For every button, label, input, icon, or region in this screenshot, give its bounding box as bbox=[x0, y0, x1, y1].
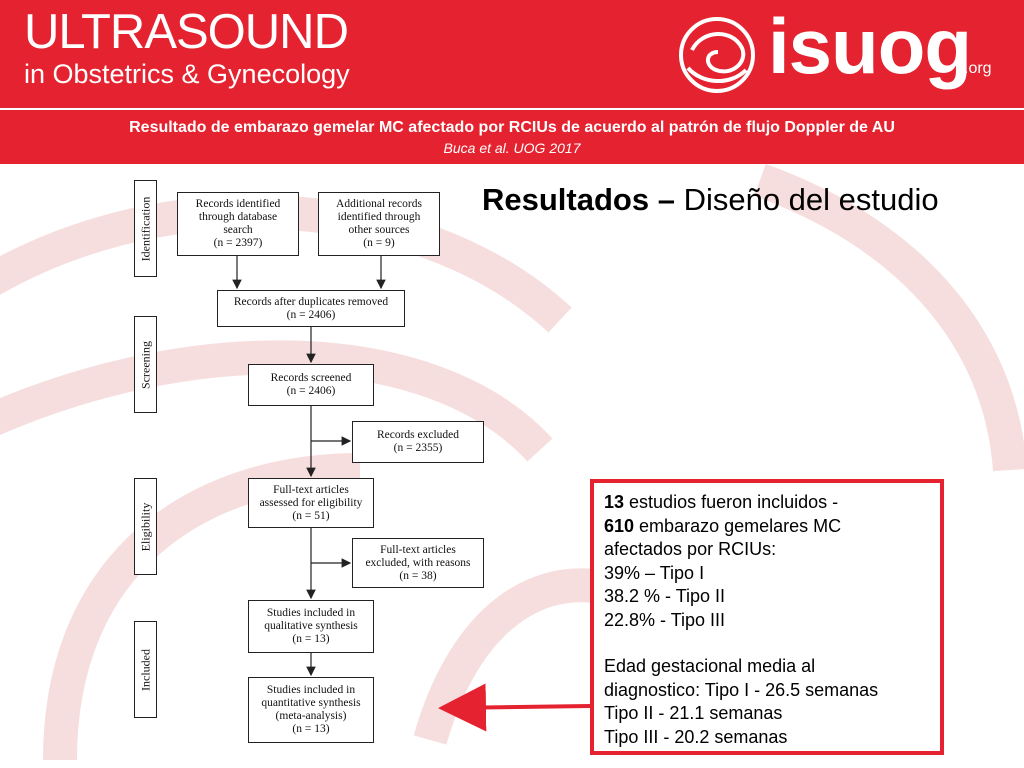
affected-line: afectados por RCIUs: bbox=[604, 539, 777, 559]
stage-included bbox=[134, 621, 157, 718]
stage-label: Eligibility bbox=[138, 502, 152, 551]
journal-title: ULTRASOUND bbox=[24, 5, 348, 59]
slide-title: Resultado de embarazo gemelar MC afectado por RCIUs de acuerdo al patrón de flujo Doppler de AU bbox=[129, 119, 895, 136]
type3-line: 22.8% - Tipo III bbox=[604, 609, 726, 630]
journal-subtitle: in Obstetrics & Gynecology bbox=[24, 59, 350, 89]
ga-line-3: Tipo II - 21.1 semanas bbox=[604, 703, 783, 723]
logo-suffix: .org bbox=[964, 60, 992, 77]
stage-label: Included bbox=[138, 648, 152, 691]
type2-line: 38.2 % - Tipo II bbox=[604, 586, 726, 606]
ga-line-2: diagnostico: Tipo I - 26.5 semanas bbox=[604, 679, 879, 700]
box-fulltext-excluded: Full-text articles excluded, with reasons (n = 38) bbox=[352, 538, 484, 588]
box-records-screened: Records screened (n = 2406) bbox=[248, 364, 374, 406]
box-quantitative-synthesis: Studies included in quantitative synthesis (meta-analysis) (n = 13) bbox=[248, 677, 374, 743]
type1-line: 39% – Tipo I bbox=[604, 562, 705, 583]
box-duplicates-removed: Records after duplicates removed (n = 2406) bbox=[217, 290, 405, 327]
stage-label: Screening bbox=[138, 340, 152, 389]
results-summary-box bbox=[590, 479, 944, 755]
ga-line-1: Edad gestacional media al bbox=[604, 656, 816, 676]
ga-line-4: Tipo III - 20.2 semanas bbox=[604, 726, 788, 747]
stage-label: Identification bbox=[138, 196, 152, 261]
studies-line: 13 estudios fueron incluidos - bbox=[604, 492, 839, 512]
box-qualitative-synthesis: Studies included in qualitative synthesis (n = 13) bbox=[248, 600, 374, 653]
stage-identification bbox=[134, 180, 157, 277]
section-heading-bold: Resultados – bbox=[482, 182, 675, 217]
logo-text: isuog bbox=[768, 2, 971, 90]
stage-screening bbox=[134, 316, 157, 413]
citation: Buca et al. UOG 2017 bbox=[443, 140, 581, 156]
stage-eligibility bbox=[134, 478, 157, 575]
pregnancies-line: 610 embarazo gemelares MC bbox=[604, 515, 842, 536]
box-other-sources: Additional records identified through other sources (n = 9) bbox=[318, 192, 440, 256]
box-database-records: Records identified through database search (n = 2397) bbox=[177, 192, 299, 256]
section-heading-rest: Diseño del estudio bbox=[674, 182, 939, 217]
box-records-excluded: Records excluded (n = 2355) bbox=[352, 421, 484, 463]
box-fulltext-assessed: Full-text articles assessed for eligibility (n = 51) bbox=[248, 478, 374, 528]
